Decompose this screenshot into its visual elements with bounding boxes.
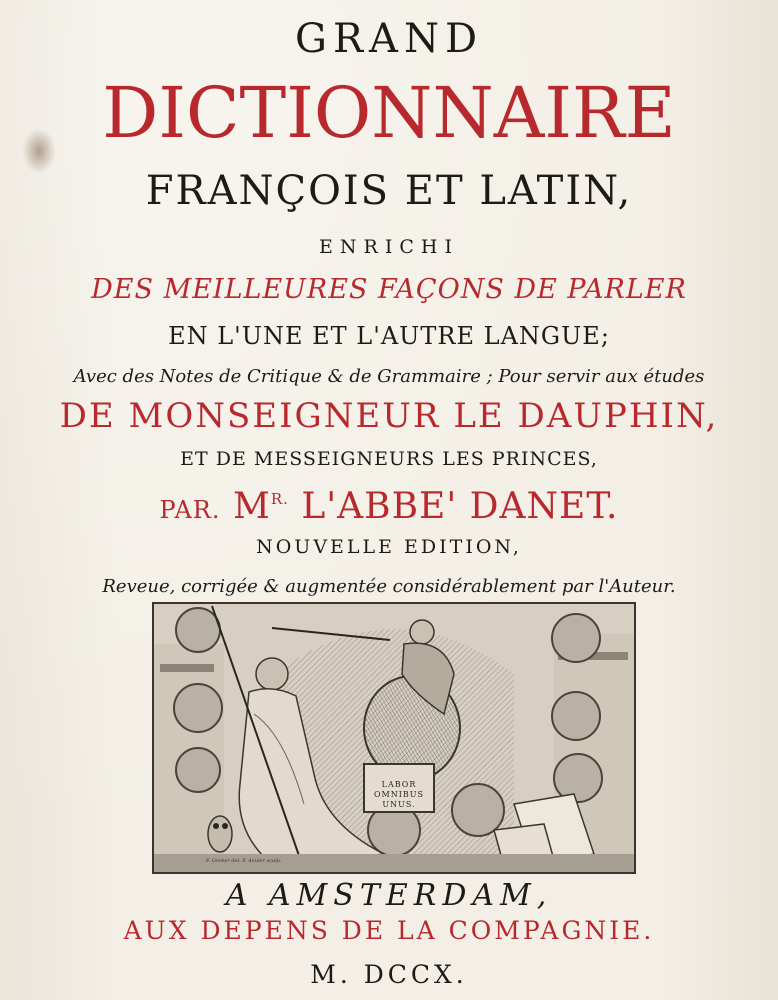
author-name: L'ABBE' DANET. — [301, 486, 619, 527]
motto-line-3: UNUS. — [382, 800, 416, 809]
imprint-city: A AMSTERDAM, — [225, 878, 553, 913]
subtitle-langue: EN L'UNE ET L'AUTRE LANGUE; — [168, 322, 610, 350]
title-dictionnaire: DICTIONNAIRE — [102, 72, 676, 154]
subtitle-notes: Avec des Notes de Critique & de Grammaire ; Pour servir aux études — [73, 366, 705, 387]
title-francois-latin: FRANÇOIS ET LATIN, — [145, 168, 633, 214]
subtitle-enrichi: ENRICHI — [319, 236, 459, 258]
title-grand: GRAND — [294, 16, 484, 62]
author-line — [0, 486, 778, 527]
author-mr — [233, 486, 289, 527]
engraving-drawing — [154, 604, 634, 872]
author-mr-sup: R. — [270, 490, 289, 508]
dedication-princes: ET DE MESSEIGNEURS LES PRINCES, — [180, 448, 598, 470]
engraving-illustration — [152, 602, 636, 874]
engraver-signature: F. Greber del. F. Aeuler sculp. — [206, 858, 282, 864]
author-mr-letter: M — [232, 486, 271, 527]
edition-line: NOUVELLE EDITION, — [256, 536, 522, 558]
subtitle-meilleures-facons: DES MEILLEURES FAÇONS DE PARLER — [91, 274, 687, 305]
revision-line: Reveue, corrigée & augmentée considérablement par l'Auteur. — [102, 576, 676, 597]
motto-line-1: LABOR — [381, 780, 417, 789]
imprint-year: M. DCCX. — [310, 960, 468, 989]
author-par: PAR. — [159, 496, 221, 524]
imprint-publisher: AUX DEPENS DE LA COMPAGNIE. — [123, 916, 655, 945]
engraving-motto — [367, 780, 431, 810]
motto-line-2: OMNIBUS — [373, 790, 424, 799]
dedication-dauphin: DE MONSEIGNEUR LE DAUPHIN, — [59, 396, 719, 436]
